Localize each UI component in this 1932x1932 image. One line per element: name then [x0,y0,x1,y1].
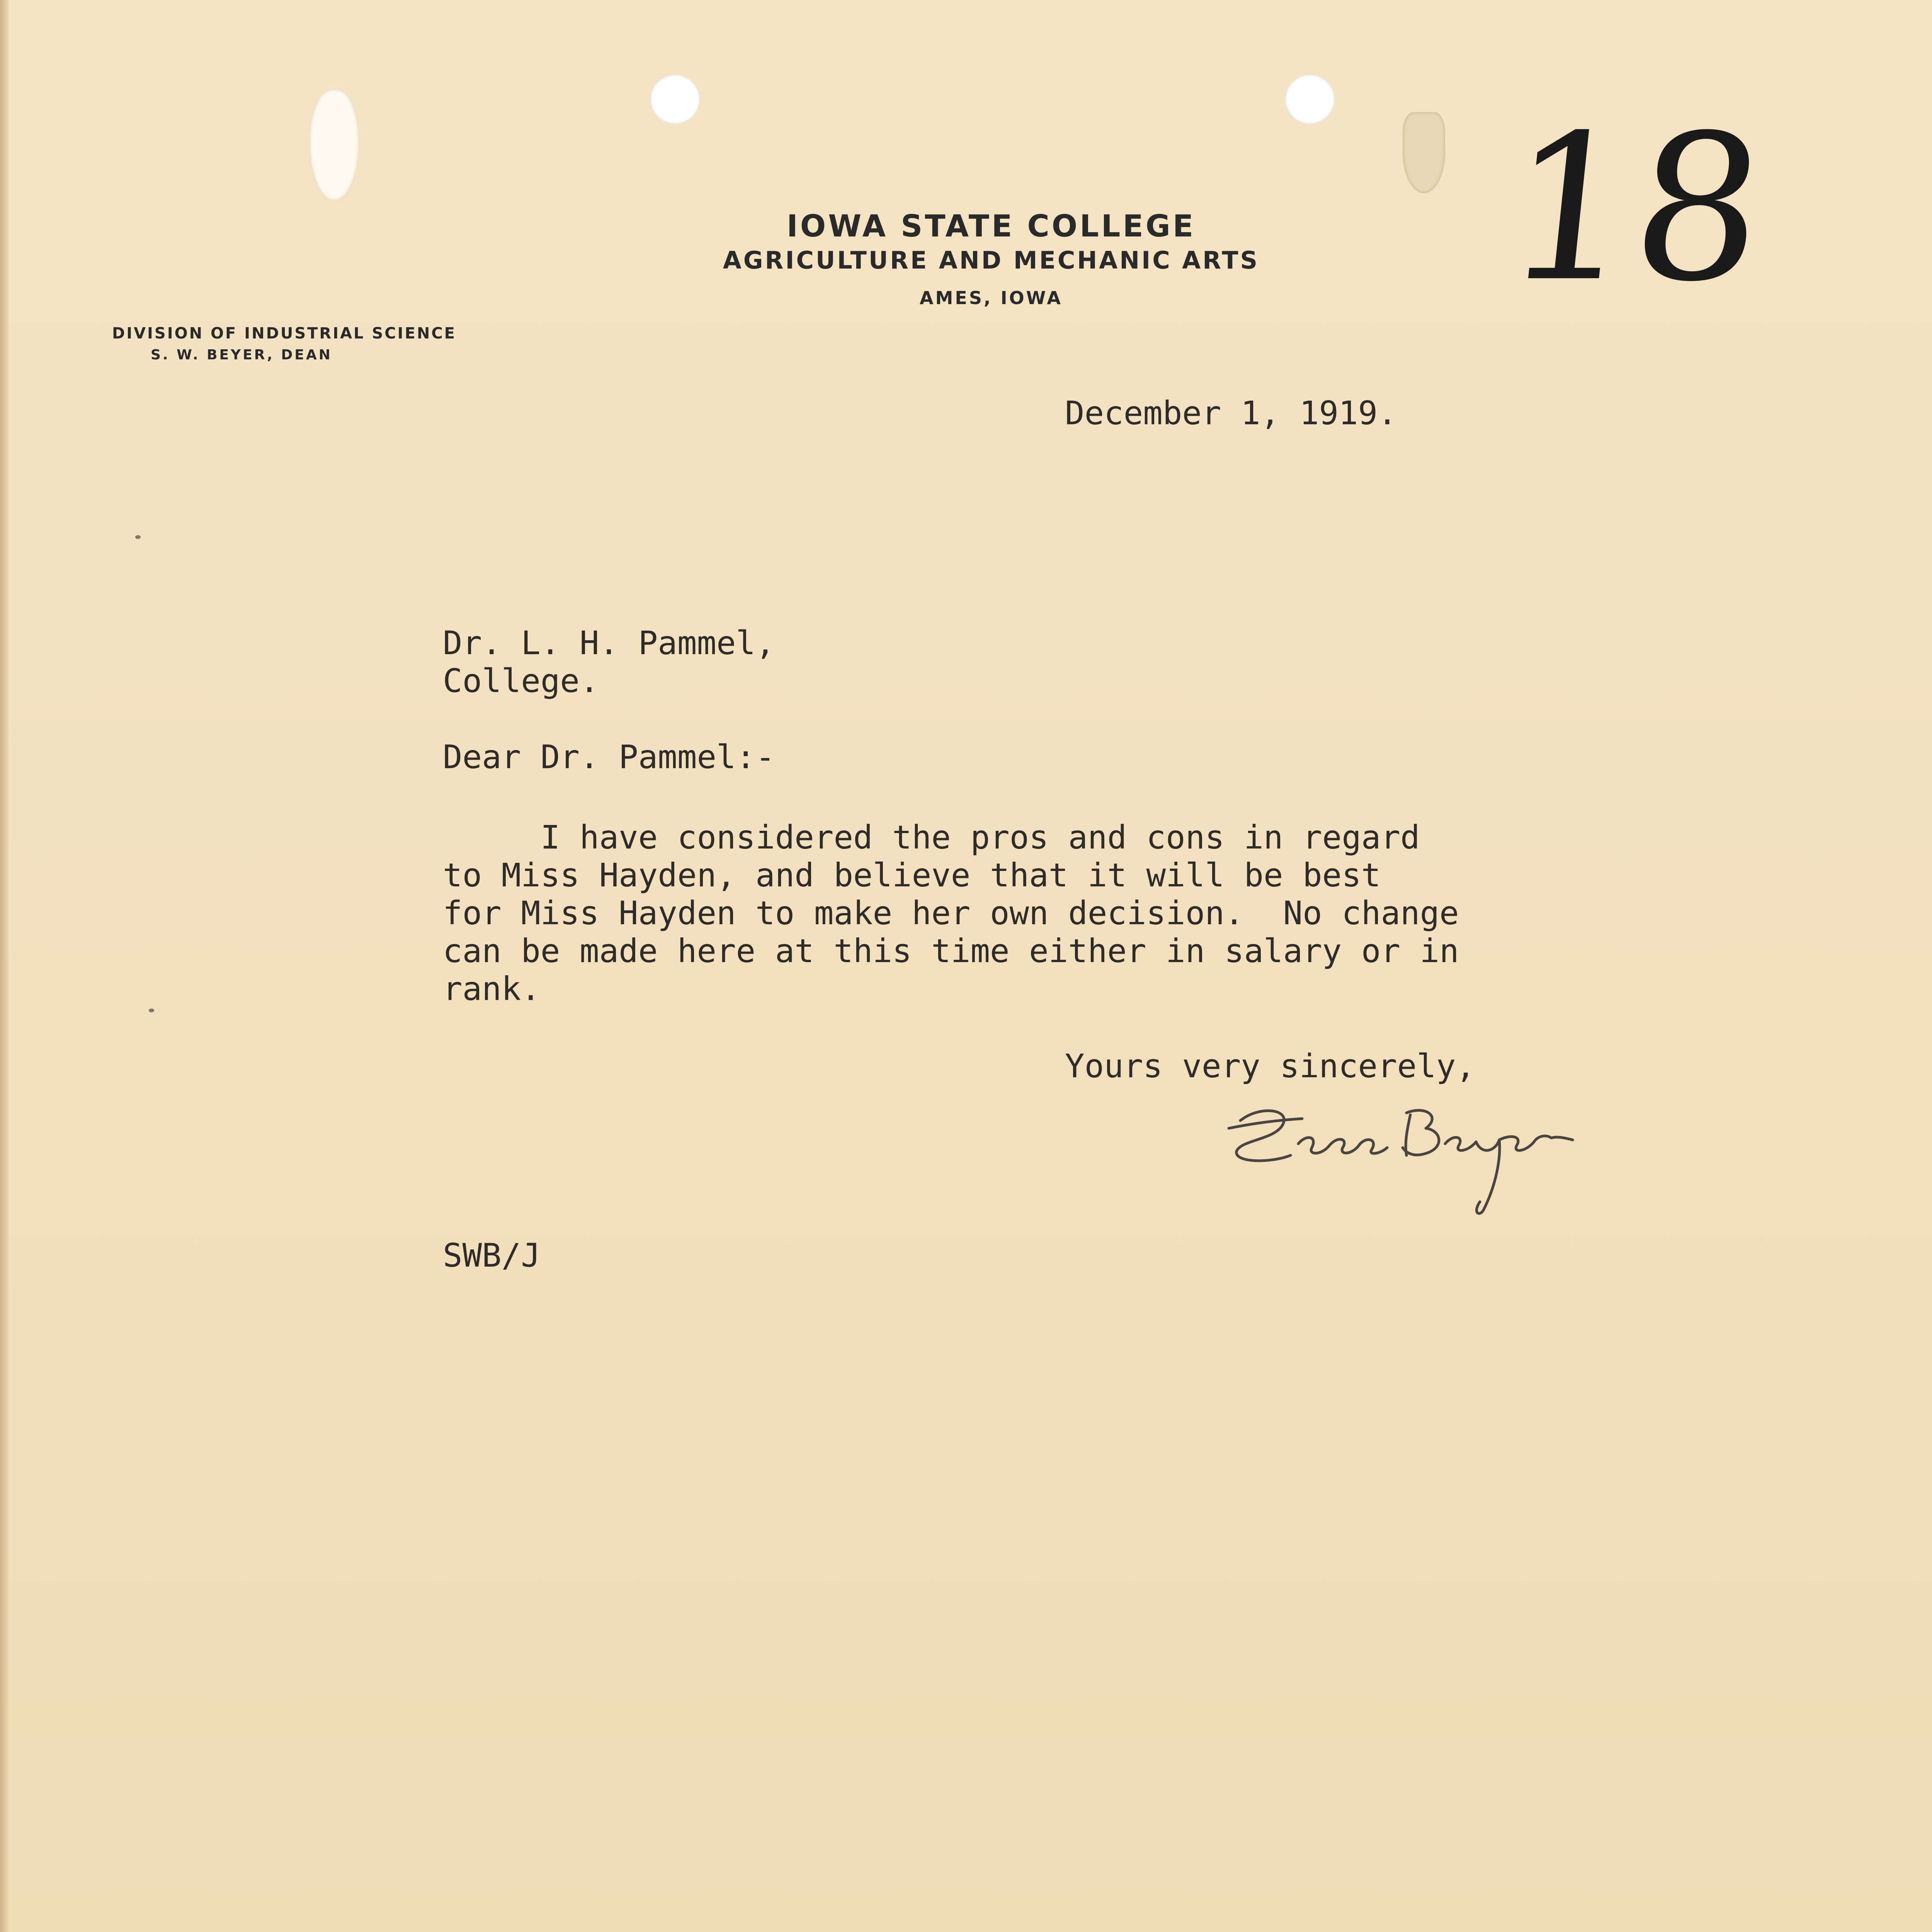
body-line: for Miss Hayden to make her own decision. No change [443,894,1459,932]
punch-hole-left [650,74,700,124]
letter-date: December 1, 1919. [1065,394,1397,432]
paper-speck [135,535,141,539]
recipient-address: College. [443,662,599,700]
institution-location: AMES, IOWA [920,287,1063,309]
handwritten-signature [1225,1097,1619,1221]
division-header [112,325,456,363]
punch-hole-right [1285,74,1335,124]
division-name: DIVISION OF INDUSTRIAL SCIENCE [112,325,456,342]
letter-body [443,818,1459,1008]
institution-subtitle: AGRICULTURE AND MECHANIC ARTS [723,246,1260,274]
torn-binding-left [309,89,359,201]
body-line: rank. [443,970,541,1008]
body-line: I have considered the pros and cons in regard [443,818,1420,856]
recipient-block [443,624,775,700]
reference-initials: SWB/J [443,1236,541,1274]
paper-speck [149,1009,154,1012]
recipient-name: Dr. L. H. Pammel, [443,624,775,662]
division-dean: S. W. BEYER, DEAN [151,347,332,363]
paper-left-edge [0,0,9,1932]
handwritten-folio-number: 18 [1495,92,1775,326]
body-line: to Miss Hayden, and believe that it will be best [443,856,1381,894]
torn-binding-right [1403,112,1445,193]
institution-name: IOWA STATE COLLEGE [786,209,1196,244]
body-line: can be made here at this time either in salary or in [443,932,1459,970]
closing: Yours very sincerely, [1065,1047,1476,1085]
letterhead [657,209,1325,308]
salutation: Dear Dr. Pammel:- [443,738,775,776]
